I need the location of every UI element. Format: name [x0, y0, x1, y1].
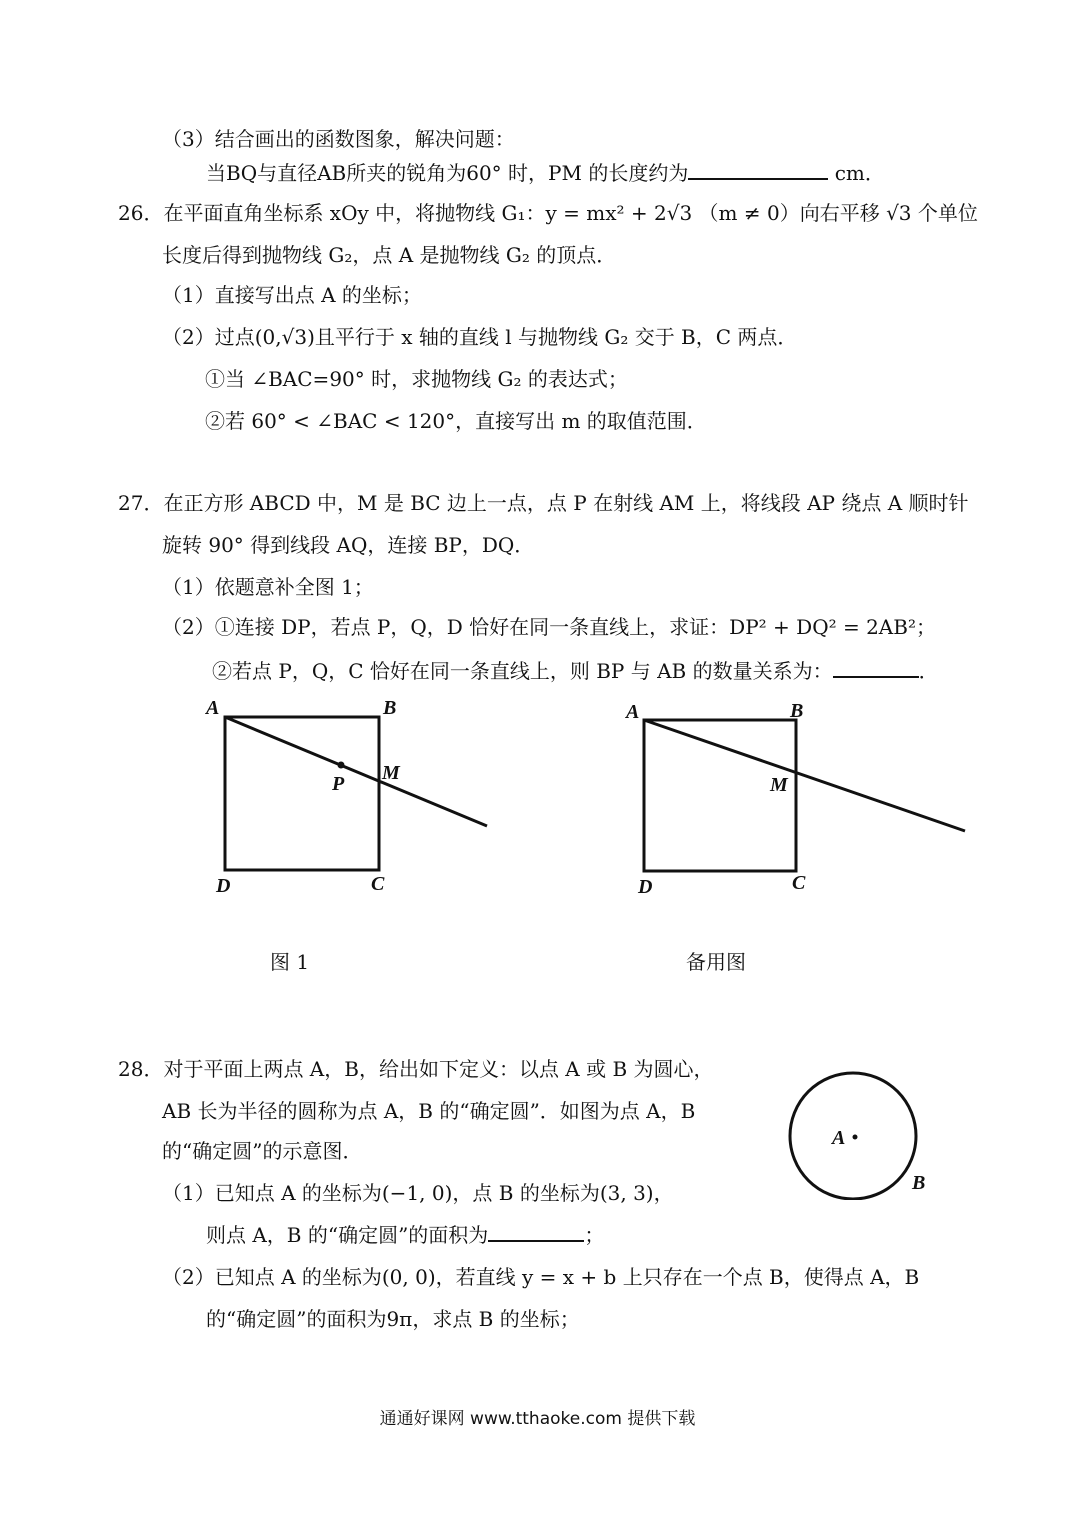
footer: 通通好课网 www.tthaoke.com 提供下载: [379, 1409, 696, 1429]
label-d: D: [216, 875, 231, 897]
q28-line2: AB 长为半径的圆称为点 A，B 的“确定圆”．如图为点 A，B: [162, 1099, 696, 1123]
q25-part3-text: [206, 158, 885, 188]
q25-part3-title: （3）结合画出的函数图象，解决问题：: [162, 127, 515, 151]
q26-part2: （2）过点(0,√3)且平行于 x 轴的直线 l 与抛物线 G₂ 交于 B，C 两点．: [162, 325, 798, 349]
q25-part3-unit: cm．: [834, 161, 885, 185]
point-p: [338, 762, 345, 769]
label-a: A: [626, 701, 640, 723]
q28-part1b-end: ；: [584, 1223, 605, 1247]
q26-part2a: ①当 ∠BAC=90° 时，求抛物线 G₂ 的表达式；: [205, 367, 628, 391]
label-c: C: [371, 873, 385, 895]
q27-line2: 旋转 90° 得到线段 AQ，连接 BP，DQ．: [162, 533, 535, 557]
fig2-caption: 备用图: [686, 950, 746, 974]
q28-part2b: 的“确定圆”的面积为9π，求点 B 的坐标；: [206, 1307, 580, 1331]
square: [225, 717, 379, 870]
answer-blank[interactable]: [833, 656, 919, 678]
ray-am: [225, 717, 487, 826]
q27-line1: 27．在正方形 ABCD 中，M 是 BC 边上一点，点 P 在射线 AM 上，将线段 AP 绕点 A 顺时针: [118, 491, 969, 515]
q26-line2: 长度后得到抛物线 G₂，点 A 是抛物线 G₂ 的顶点．: [162, 243, 617, 267]
label-c: C: [792, 872, 806, 894]
label-m: M: [382, 762, 400, 784]
label-m: M: [770, 774, 788, 796]
q27-part1: （1）依题意补全图 1；: [162, 575, 374, 599]
q27-part2b: ②若点 P，Q，C 恰好在同一条直线上，则 BP 与 AB 的数量关系为：: [212, 659, 833, 683]
q28-part1b-line: [206, 1220, 604, 1250]
answer-blank[interactable]: [488, 1220, 584, 1242]
q28-line3: 的“确定圆”的示意图．: [162, 1139, 363, 1163]
q28-part2a: （2）已知点 A 的坐标为(0, 0)，若直线 y = x + b 上只存在一个点 B，使得点 A，B: [162, 1265, 920, 1289]
q27-part2b-line: [212, 656, 939, 686]
fig1-caption: 图 1: [270, 950, 310, 974]
label-a: A: [832, 1127, 846, 1149]
q28-line1: 28．对于平面上两点 A，B，给出如下定义：以点 A 或 B 为圆心，: [118, 1057, 714, 1081]
figure-backup: [620, 690, 980, 900]
q26-part2b: ②若 60° < ∠BAC < 120°，直接写出 m 的取值范围．: [205, 409, 707, 433]
determined-circle-figure: [780, 1070, 940, 1200]
label-b: B: [790, 700, 804, 722]
answer-blank[interactable]: [688, 158, 828, 180]
label-d: D: [638, 876, 653, 898]
q26-line1: 26．在平面直角坐标系 xOy 中，将抛物线 G₁：y = mx² + 2√3 （m ≠ 0）向右平移 √3 个单位: [118, 201, 978, 225]
label-b: B: [912, 1172, 926, 1194]
label-b: B: [383, 697, 397, 719]
figure-1: [200, 690, 500, 900]
q27-part2a: （2）①连接 DP，若点 P，Q，D 恰好在同一条直线上，求证：DP² + DQ² = 2AB²；: [162, 615, 936, 639]
q28-part1a: （1）已知点 A 的坐标为(−1, 0)，点 B 的坐标为(3, 3)，: [162, 1181, 674, 1205]
label-p: P: [332, 773, 345, 795]
q25-part3-prefix: 当BQ与直径AB所夹的锐角为60° 时，PM 的长度约为: [206, 161, 689, 185]
ray-am: [644, 720, 965, 831]
q28-part1b: 则点 A，B 的“确定圆”的面积为: [206, 1223, 489, 1247]
label-a: A: [206, 697, 220, 719]
q27-part2b-end: ．: [918, 659, 939, 683]
center-point-a: [853, 1135, 858, 1140]
q26-part1: （1）直接写出点 A 的坐标；: [162, 283, 422, 307]
